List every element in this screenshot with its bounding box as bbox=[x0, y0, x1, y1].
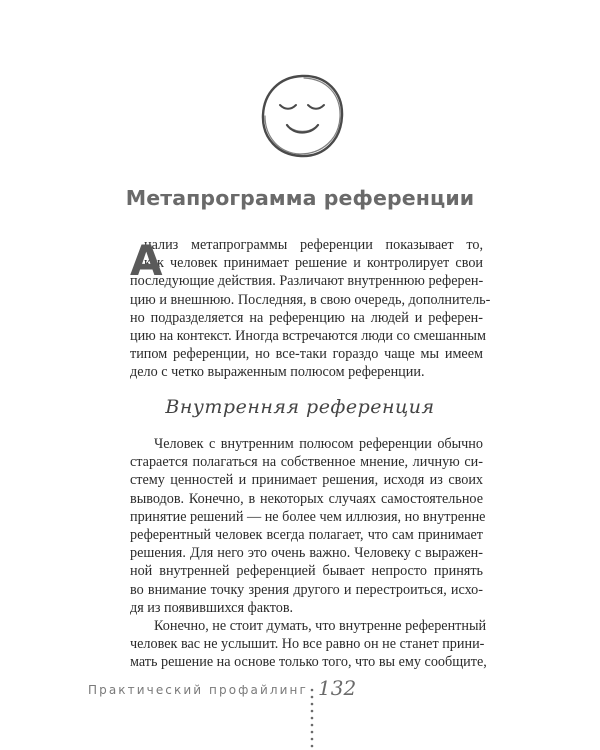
page-number: 132 bbox=[318, 676, 357, 700]
text-line: дя из появившихся фактов. bbox=[130, 599, 294, 616]
text-line: последующие действия. Различают внутреннюю референ- bbox=[130, 273, 484, 290]
section-subheading: Внутренняя референция bbox=[165, 396, 435, 418]
text-line: ной внутренней референцией бывает непросто принять bbox=[130, 563, 483, 580]
text-line: но подразделяется на референцию на людей и референ- bbox=[130, 309, 483, 326]
text-line: типом референции, но все-таки гораздо чаще мы имеем bbox=[130, 346, 483, 363]
text-line: дело с четко выраженным полюсом референции. bbox=[130, 364, 425, 381]
text-line: решения. Для него это очень важно. Человеку с выражен- bbox=[130, 545, 483, 562]
text-line: принятие решений — не более чем иллюзия, но внутренне bbox=[130, 508, 486, 525]
text-line: Человек с внутренним полюсом референции обычно bbox=[154, 436, 483, 452]
text-line: референтный человек всегда полагает, что сам принимает bbox=[130, 526, 483, 543]
text-line: старается полагаться на собственное мнение, личную си- bbox=[130, 454, 483, 471]
text-line: во внимание точку зрения другого и перестроиться, исхо- bbox=[130, 581, 483, 598]
intro-paragraph bbox=[130, 236, 491, 382]
text-line: нализ метапрограммы референции показывает то, bbox=[144, 237, 483, 253]
text-line: мать решение на основе только того, что вы ему сообщите, bbox=[130, 654, 487, 671]
body-text bbox=[130, 435, 487, 671]
smiley-face-icon bbox=[258, 72, 346, 160]
drop-cap: А bbox=[130, 236, 163, 285]
text-line: цию на контекст. Иногда встречаются люди со смешанным bbox=[130, 327, 486, 344]
dotted-divider bbox=[310, 687, 314, 750]
page-title: Метапрограмма референции bbox=[125, 186, 475, 210]
text-line: выводов. Конечно, в некоторых случаях самостоятельное bbox=[130, 490, 483, 507]
text-line: стему ценностей и принимает решения, исходя из своих bbox=[130, 472, 483, 489]
text-line: как человек принимает решение и контролирует свои bbox=[144, 255, 483, 272]
running-title: Практический профайлинг bbox=[88, 683, 308, 697]
text-line: человек вас не услышит. Но все равно он не станет прини- bbox=[130, 636, 485, 653]
text-line: цию и внешнюю. Последняя, в свою очередь, дополнитель- bbox=[130, 291, 491, 308]
text-line: Конечно, не стоит думать, что внутренне референтный bbox=[154, 617, 487, 634]
